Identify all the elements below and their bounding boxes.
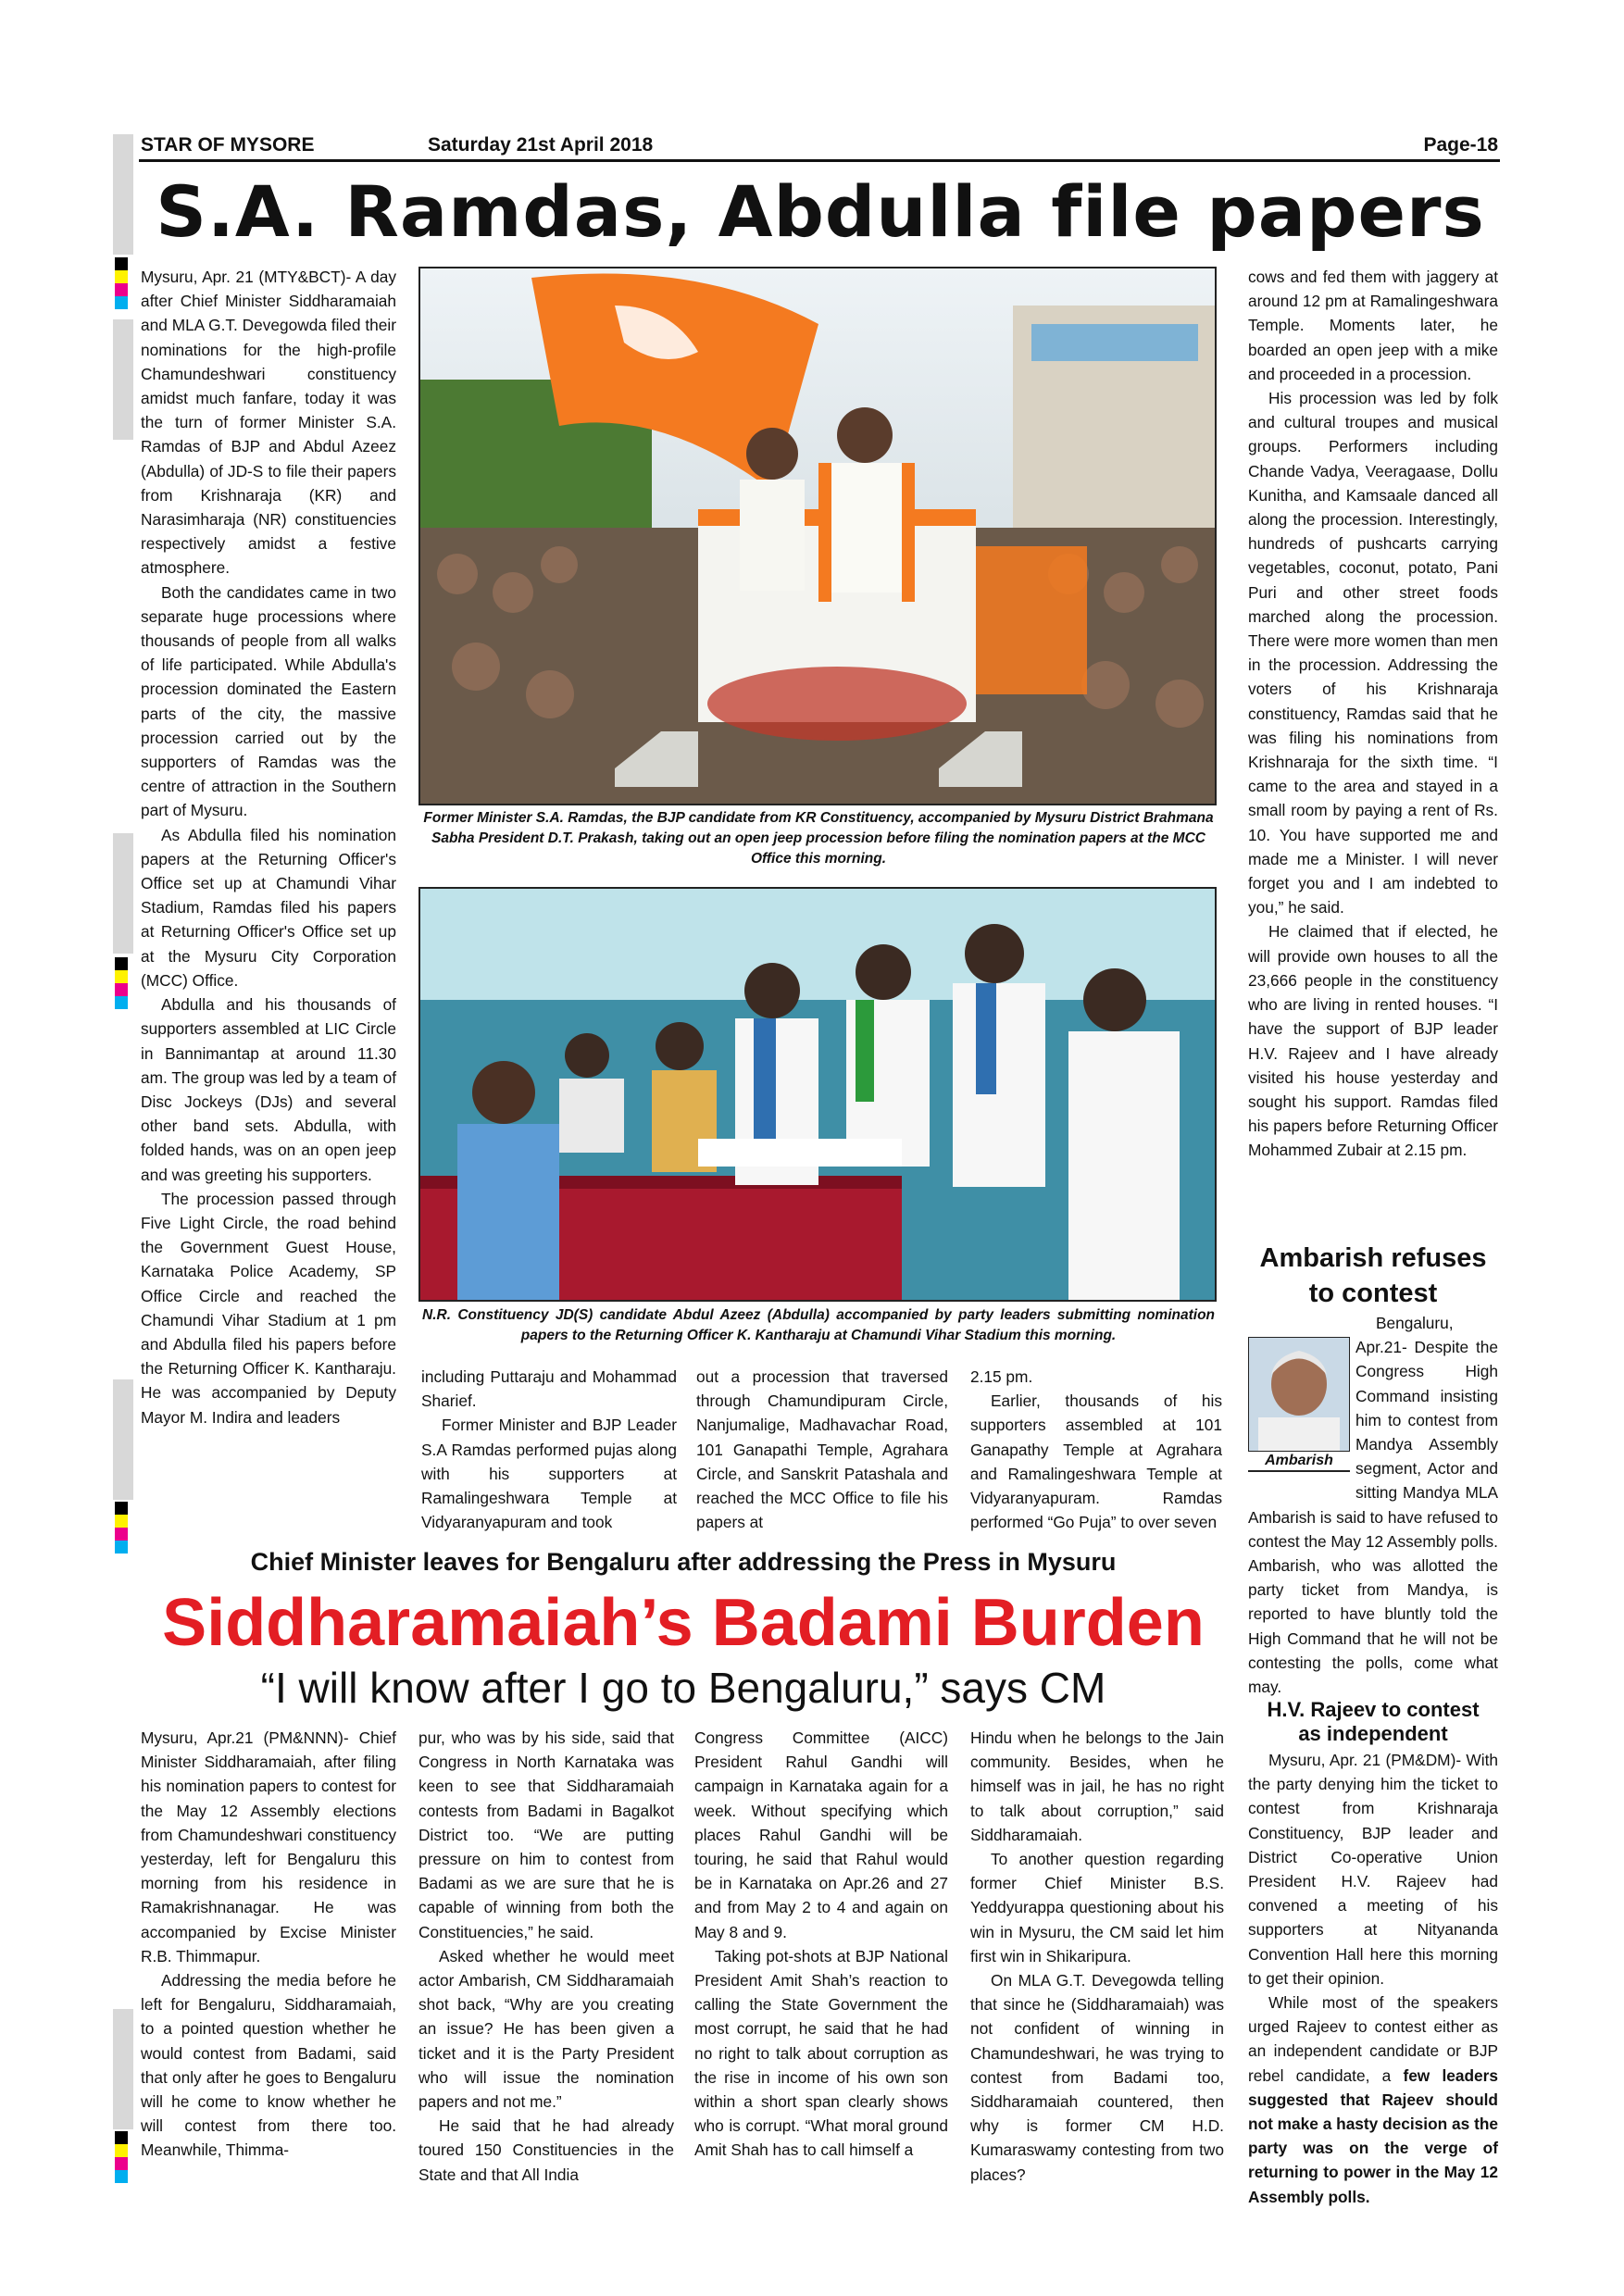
paragraph: Abdulla and his thousands of supporters assembled at LIC Circle in Bannimantap at around 11.30 am. The group was led by a team of Disc Jockeys (DJs) and several other band sets. Abdulla, with folded hands, was on an open jeep and was greeting his supporters. (141, 995, 396, 1184)
cm-column-3 (694, 1726, 948, 2163)
page-number: Page-18 (1423, 134, 1498, 156)
paragraph: Hindu when he belongs to the Jain community. Besides, when he himself was in jail, he has no right to talk about corruption,” said Siddharamaiah. (970, 1728, 1224, 1844)
cmyk-swatch (115, 957, 128, 1009)
story1-column-2 (421, 1365, 677, 1534)
paragraph: Asked whether he would meet actor Ambarish, CM Siddharamaiah shot back, “Why are you creating an issue? He has been given a ticket and it is the Party President who will issue the nomination papers and not me.” (418, 1946, 674, 2112)
cm-column-2 (418, 1726, 674, 2187)
cmyk-swatch (115, 2131, 128, 2183)
paragraph: Mysuru, Apr. 21 (PM&DM)- With the party denying him the ticket to contest from Krishnaraja Constituency, BJP leader and District Co-operative Union President H.V. Rajeev had convened a meeting of his supporters at Nityananda Convention Hall here this morning to get their opinion. (1248, 1751, 1498, 1988)
paragraph: To another question regarding former Chief Minister B.S. Yeddyurappa questioning about his win in Mysuru, the CM said let him first win in Shikaripura. (970, 1850, 1224, 1965)
paragraph: The procession passed through Five Light Circle, the road behind the Government Guest House, Karnataka Police Academy, SP Office Circle and reached the Chamundi Vihar Stadium at 1 pm and Abdulla filed his papers before the Returning Officer K. Kantharaju. He was accompanied by Deputy Mayor M. Indira and leaders (141, 1189, 396, 1427)
paragraph: Congress Committee (AICC) President Rahul Gandhi will campaign in Karnataka again for a week. Without specifying which places Rahul Gandhi will be touring, he said that Rahul would be in Karnataka on Apr.26 and 27 and from May 2 to 4 and again on May 8 and 9. (694, 1728, 948, 1941)
paragraph: including Puttaraju and Mohammad Sharief. (421, 1367, 677, 1411)
procession-photo-caption: Former Minister S.A. Ramdas, the BJP candidate from KR Constituency, accompanied by Mysuru District Brahmana Sabha President D.T. Prakash, taking out an open jeep procession before filing the nomination papers at the MCC Office this morning. (423, 810, 1214, 867)
paragraph: cows and fed them with jaggery at around 12 pm at Ramalingeshwara Temple. Moments later, he boarded an open jeep with a mike and proceeded in a procession. (1248, 268, 1498, 383)
paragraph: 2.15 pm. (970, 1367, 1033, 1386)
issue-date: Saturday 21st April 2018 (428, 134, 654, 156)
nomination-photo-illustration (420, 889, 1215, 1300)
paragraph: He claimed that if elected, he will provide own houses to all the 23,666 people in the constituency who are living in rented houses. “I have the support of BJP leader H.V. Rajeev and I have already visited his house yesterday and sought his support. Ramdas filed his papers before Returning Officer Mohammed Zubair at 2.15 pm. (1248, 922, 1498, 1160)
story1-column-3 (696, 1365, 948, 1534)
cm-column-1 (141, 1726, 396, 2163)
cmyk-swatch (115, 1502, 128, 1554)
paragraph: Taking pot-shots at BJP National President Amit Shah’s reaction to calling the State Government the most corrupt, he said that he had no right to talk about corruption as the rise in income of his own son within a short span clearly shows who is corrupt. “What moral ground Amit Shah has to call himself a (694, 1946, 948, 2160)
paragraph: Former Minister and BJP Leader S.A Ramdas performed pujas along with his supporters at Ramalingeshwara Temple at Vidyaranyapuram and took (421, 1416, 677, 1532)
rajeev-story-text (1248, 1748, 1498, 2209)
paragraph: He said that he had already toured 150 Constituencies in the State and that All India (418, 2116, 674, 2184)
print-margin-bar (113, 2009, 133, 2129)
nomination-photo-caption: N.R. Constituency JD(S) candidate Abdul Azeez (Abdulla) accompanied by party leaders submitting nomination papers to the Returning Officer K. Kantharaju at Chamundi Vihar Stadium this morning. (422, 1307, 1215, 1343)
paragraph: Mysuru, Apr.21 (PM&NNN)- Chief Minister Siddharamaiah, after filing his nomination papers to contest for the May 12 Assembly elections from Chamundeshwari constituency yesterday, left for Bengaluru this morning from his residence in Ramakrishnanagar. He was accompanied by Excise Minister R.B. Thimmapur. (141, 1728, 396, 1965)
ambarish-text: Bengaluru, Apr.21- Despite the Congress High Command insisting him to contest from Mandya Assembly segment, Actor and sitting Mandya MLA Ambarish is said to have refused to contest the May 12 Assembly polls. Ambarish, who was allotted the party ticket from Mandya, is reported to have bluntly told the High Command that he will not be contesting the polls, come what may. (1248, 1314, 1498, 1697)
paragraph: Both the candidates came in two separate huge processions where thousands of people from all walks of life participated. While Abdulla's procession dominated the Eastern parts of the city, the massive procession carried out by the supporters of Ramdas was the centre of attraction in the Southern part of Mysuru. (141, 582, 396, 820)
paragraph: His procession was led by folk and cultural troupes and musical groups. Performers including Chande Vadya, Veeragaase, Dollu Kunitha, and Kamsaale danced all along the procession. Interestingly, hundreds of pushcarts carrying vegetables, coconut, potato, Pani Puri and other street foods marched along the procession. There were more women than men in the procession. Addressing the voters of his Krishnaraja constituency, Ramdas said that he was filing his nominations from Krishnaraja for the sixth time. “I came to the area and stayed in a small room by paying a rent of Rs. 10. You have supported me and made me a Minister. I will never forget you and I am indebted to you,” he said. (1248, 389, 1498, 917)
float-spacer (1248, 1337, 1355, 1500)
nomination-photo (418, 887, 1217, 1302)
print-margin-bar (113, 1379, 133, 1500)
paragraph: Mysuru, Apr. 21 (MTY&BCT)- A day after Chief Minister Siddharamaiah and MLA G.T. Devegowda filed their nominations for the high-profile Chamundeshwari constituency amidst much fanfare, today it was the turn of former Minister S.A. Ramdas of BJP and Abdul Azeez (Abdulla) of JD-S to file their papers from Krishnaraja (KR) and Narasimharaja (NR) constituencies respectively amidst a festive atmosphere. (141, 268, 396, 578)
story1-right-column (1248, 265, 1498, 1163)
story1-column-4 (970, 1365, 1222, 1534)
cm-kicker: Chief Minister leaves for Bengaluru after addressing the Press in Mysuru (250, 1548, 1117, 1576)
procession-photo (418, 267, 1217, 805)
procession-photo-illustration (420, 268, 1215, 804)
paragraph (1248, 1311, 1498, 1699)
ambarish-story-text (1248, 1311, 1498, 1699)
paragraph: out a procession that traversed through Chamundipuram Circle, Nanjumalige, Madhavachar Road, 101 Ganapathi Temple, Agrahara Circle, and Sanskrit Patashala and reached the MCC Office to file his papers at (696, 1367, 948, 1532)
print-margin-bar (113, 833, 133, 954)
print-margin-bar (113, 134, 133, 255)
paragraph: Addressing the media before he left for Bengaluru, Siddharamaiah, to a pointed question whether he would contest from Badami, said that only after he goes to Bengaluru will he come to know whether he will contest from there too. Meanwhile, Thimma- (141, 1971, 396, 2160)
cm-headline: Siddharamaiah’s Badami Burden (162, 1586, 1205, 1660)
newspaper-name: STAR OF MYSORE (141, 134, 315, 156)
cm-subhead: “I will know after I go to Bengaluru,” says CM (260, 1664, 1106, 1712)
rajeev-text-plain: While most of the speakers urged Rajeev to contest either as an independent candidate or BJP rebel candidate, a (1248, 1993, 1498, 2085)
paragraph: Earlier, thousands of his supporters assembled at 101 Ganapathy Temple at Agrahara and Ramalingeshwara Temple at Vidyaranyapuram. Ramdas performed “Go Puja” to over seven (970, 1391, 1222, 1532)
cm-column-4 (970, 1726, 1224, 2187)
paragraph: As Abdulla filed his nomination papers at the Returning Officer's Office set up at Chamundi Vihar Stadium, Ramdas filed his papers at Returning Officer's Office set up at the Mysuru City Corporation (MCC) Office. (141, 825, 396, 990)
story1-column-1 (141, 265, 396, 1429)
ambarish-photo-label: Ambarish (1248, 1452, 1350, 1472)
print-margin-bar (113, 319, 133, 440)
rajeev-text-bold: few leaders suggested that Rajeev should not make a hasty decision as the party was on the verge of returning to power in the May 12 Assembly polls. (1248, 2065, 1498, 2206)
cmyk-swatch (115, 257, 128, 309)
paragraph (1248, 1990, 1498, 2209)
ambarish-headline: Ambarish refuses to contest (1259, 1243, 1487, 1308)
main-headline: S.A. Ramdas, Abdulla file papers (156, 170, 1485, 253)
rajeev-headline: H.V. Rajeev to contest as independent (1267, 1698, 1480, 1745)
paragraph: pur, who was by his side, said that Congress in North Karnataka was keen to see that Siddharamaiah contests from Badami in Bagalkot District too. “We are putting pressure on him to contest from Badami as we are sure that he is capable of winning from both the Constituencies,” he said. (418, 1728, 674, 1941)
paragraph: On MLA G.T. Devegowda telling that since he (Siddharamaiah) was not confident of winning in Chamundeshwari, he was trying to contest from Badami too, Siddharamaiah countered, then why is former CM H.D. Kumaraswamy contesting from two places? (970, 1971, 1224, 2184)
header-rule (139, 159, 1500, 162)
